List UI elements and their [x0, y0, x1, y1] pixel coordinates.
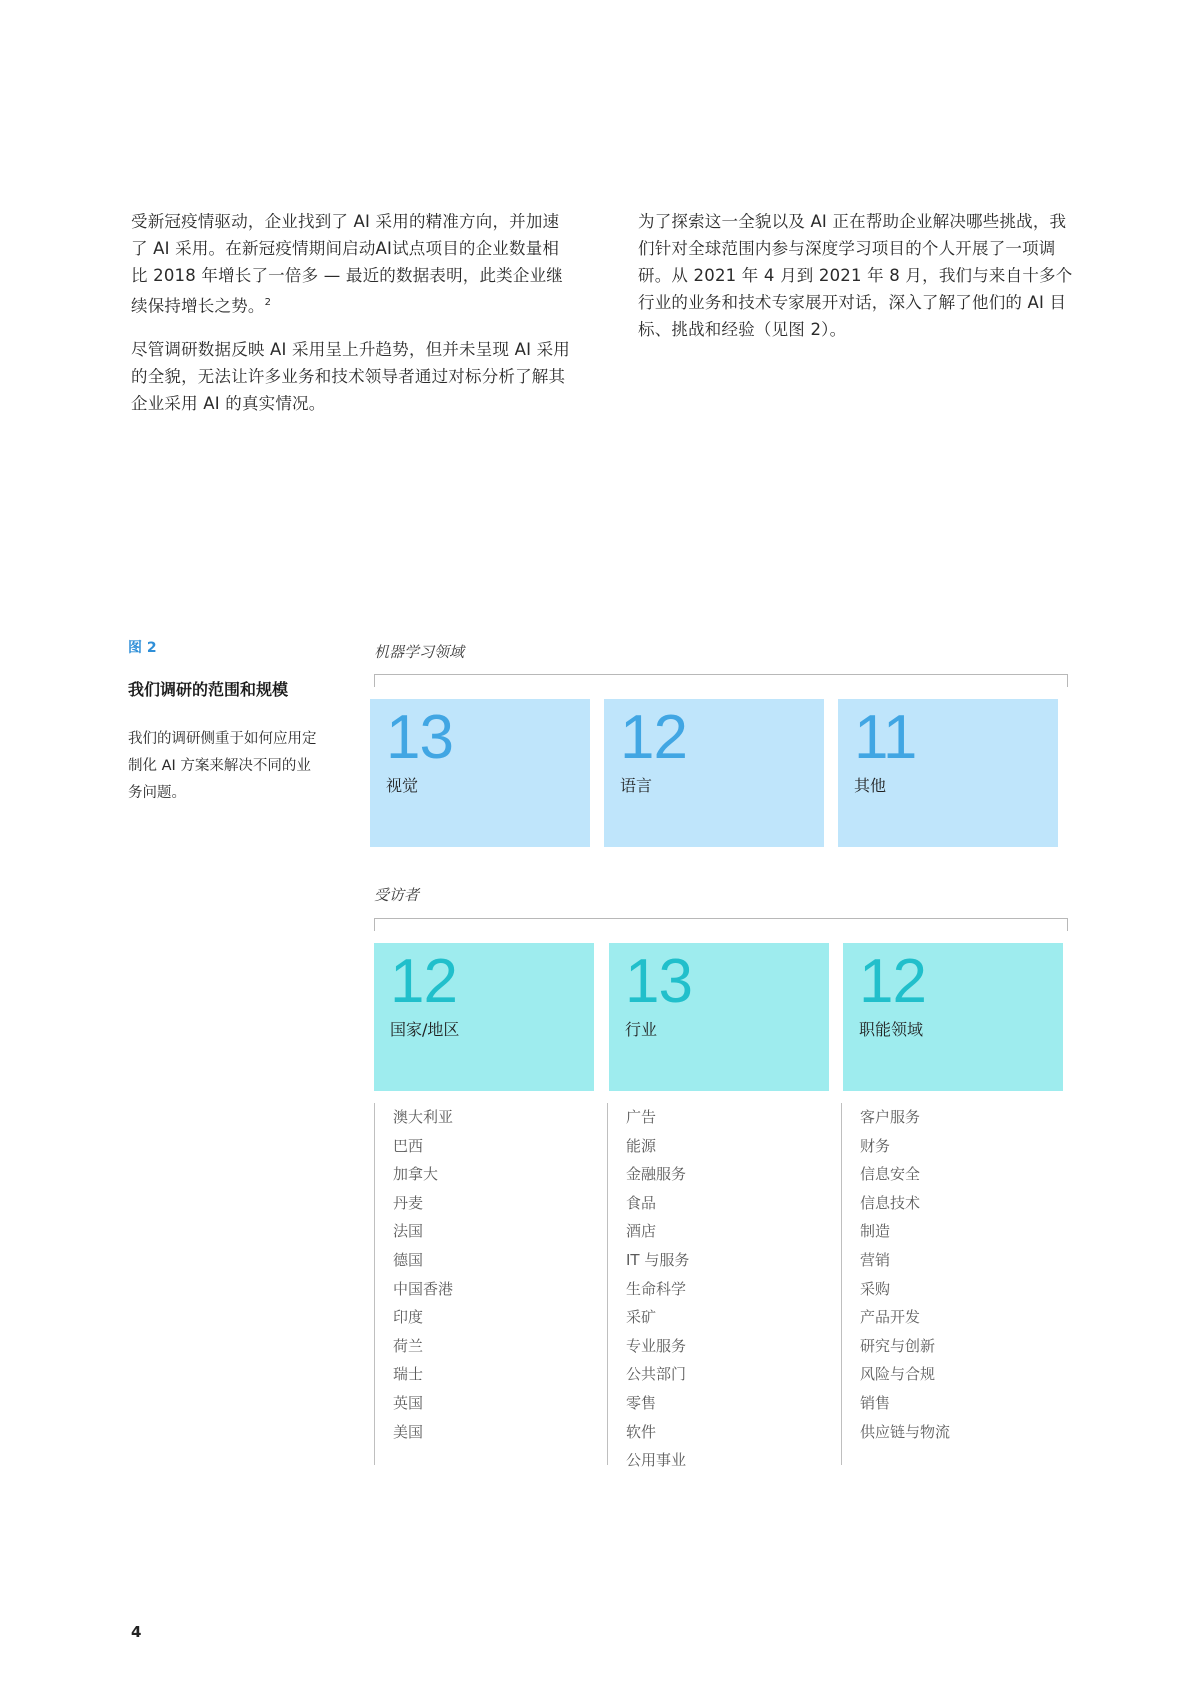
list-item: 金融服务	[626, 1165, 687, 1184]
list-item: 制造	[860, 1222, 891, 1241]
industries-list	[607, 1103, 827, 1470]
list-item: 风险与合规	[860, 1365, 936, 1384]
ml-tile-vision	[370, 699, 590, 847]
ml-section-label: 机器学习领域	[374, 643, 465, 661]
list-item: 供应链与物流	[860, 1422, 951, 1441]
list-item: 能源	[626, 1136, 657, 1155]
list-item: 零售	[626, 1393, 657, 1412]
resp-tile-countries	[374, 943, 594, 1091]
intro-col1-paragraph-1: 受新冠疫情驱动，企业找到了 AI 采用的精准方向，并加速了 AI 采用。在新冠疫情期间启动AI试点项目的企业数量相比 2018 年增长了一倍多 — 最近的数据表明，此类企业继续保持增长之势。$^2$	[131, 212, 563, 316]
list-item: 中国香港	[393, 1279, 454, 1298]
list-item: 德国	[393, 1250, 424, 1269]
page-number: 4	[131, 1623, 142, 1641]
list-item: 法国	[393, 1222, 424, 1241]
list-item: 软件	[626, 1422, 657, 1441]
list-item: 销售	[860, 1393, 891, 1412]
list-item: 生命科学	[626, 1279, 687, 1298]
countries-list	[374, 1103, 594, 1465]
list-item: 酒店	[626, 1222, 657, 1241]
list-item: 营销	[860, 1250, 891, 1269]
list-item: 公共部门	[626, 1365, 687, 1384]
respondents-section-label: 受访者	[374, 886, 420, 904]
list-item: 美国	[393, 1422, 424, 1441]
tile-number: 11	[854, 703, 917, 772]
list-item: 财务	[860, 1136, 891, 1155]
list-item: 信息技术	[860, 1193, 921, 1212]
list-item: 巴西	[393, 1136, 424, 1155]
ml-tile-language	[604, 699, 824, 847]
tile-number: 13	[386, 703, 453, 772]
list-item: 广告	[626, 1108, 657, 1126]
list-item: 食品	[626, 1193, 657, 1212]
list-item: 采购	[860, 1279, 891, 1298]
list-item: 信息安全	[860, 1165, 921, 1184]
figure-title: 我们调研的范围和规模	[128, 680, 289, 699]
figure-label: 图 2	[128, 640, 157, 656]
tile-caption: 语言	[620, 776, 653, 795]
list-item: 瑞士	[393, 1365, 424, 1384]
list-item: IT 与服务	[626, 1250, 690, 1269]
resp-tile-industries	[609, 943, 829, 1091]
ml-tile-other	[838, 699, 1058, 847]
tile-number: 12	[859, 947, 926, 1016]
list-item: 专业服务	[626, 1336, 687, 1355]
intro-col1-paragraph-2: 尽管调研数据反映 AI 采用呈上升趋势，但并未呈现 AI 采用的全貌，无法让许多业务和技术领导者通过对标分析了解其企业采用 AI 的真实情况。	[131, 340, 570, 413]
intro-col2-paragraph-1: 为了探索这一全貌以及 AI 正在帮助企业解决哪些挑战，我们针对全球范围内参与深度学习项目的个人开展了一项调研。从 2021 年 4 月到 2021 年 8 月，我们与来自十多个行业的业务和技术专家展开对话，深入了解了他们的 AI 目标、挑战和经验（见图 2）。	[638, 212, 1073, 339]
list-item: 英国	[393, 1393, 424, 1412]
ml-bracket	[374, 674, 1068, 687]
respondents-bracket	[374, 918, 1068, 931]
list-item: 采矿	[626, 1308, 657, 1327]
tile-caption: 视觉	[386, 776, 419, 795]
footnote-marker[interactable]: 2	[264, 297, 272, 308]
list-item: 产品开发	[860, 1308, 921, 1327]
tile-number: 12	[620, 703, 687, 772]
list-item: 丹麦	[393, 1193, 424, 1212]
list-item: 加拿大	[393, 1165, 439, 1184]
tile-number: 13	[625, 947, 692, 1016]
figure-description: 我们的调研侧重于如何应用定制化 AI 方案来解决不同的业务问题。	[128, 731, 317, 801]
tile-caption: 其他	[854, 776, 887, 795]
list-item: 澳大利亚	[393, 1108, 454, 1126]
functions-list	[841, 1103, 1071, 1465]
list-item: 客户服务	[860, 1108, 921, 1126]
tile-caption: 职能领域	[859, 1020, 924, 1039]
list-item: 研究与创新	[860, 1336, 936, 1355]
tile-caption: 国家/地区	[390, 1020, 460, 1039]
list-item: 荷兰	[393, 1336, 424, 1355]
list-item: 印度	[393, 1308, 424, 1327]
resp-tile-functions	[843, 943, 1063, 1091]
tile-number: 12	[390, 947, 457, 1016]
list-item: 公用事业	[626, 1451, 687, 1470]
tile-caption: 行业	[625, 1020, 658, 1039]
